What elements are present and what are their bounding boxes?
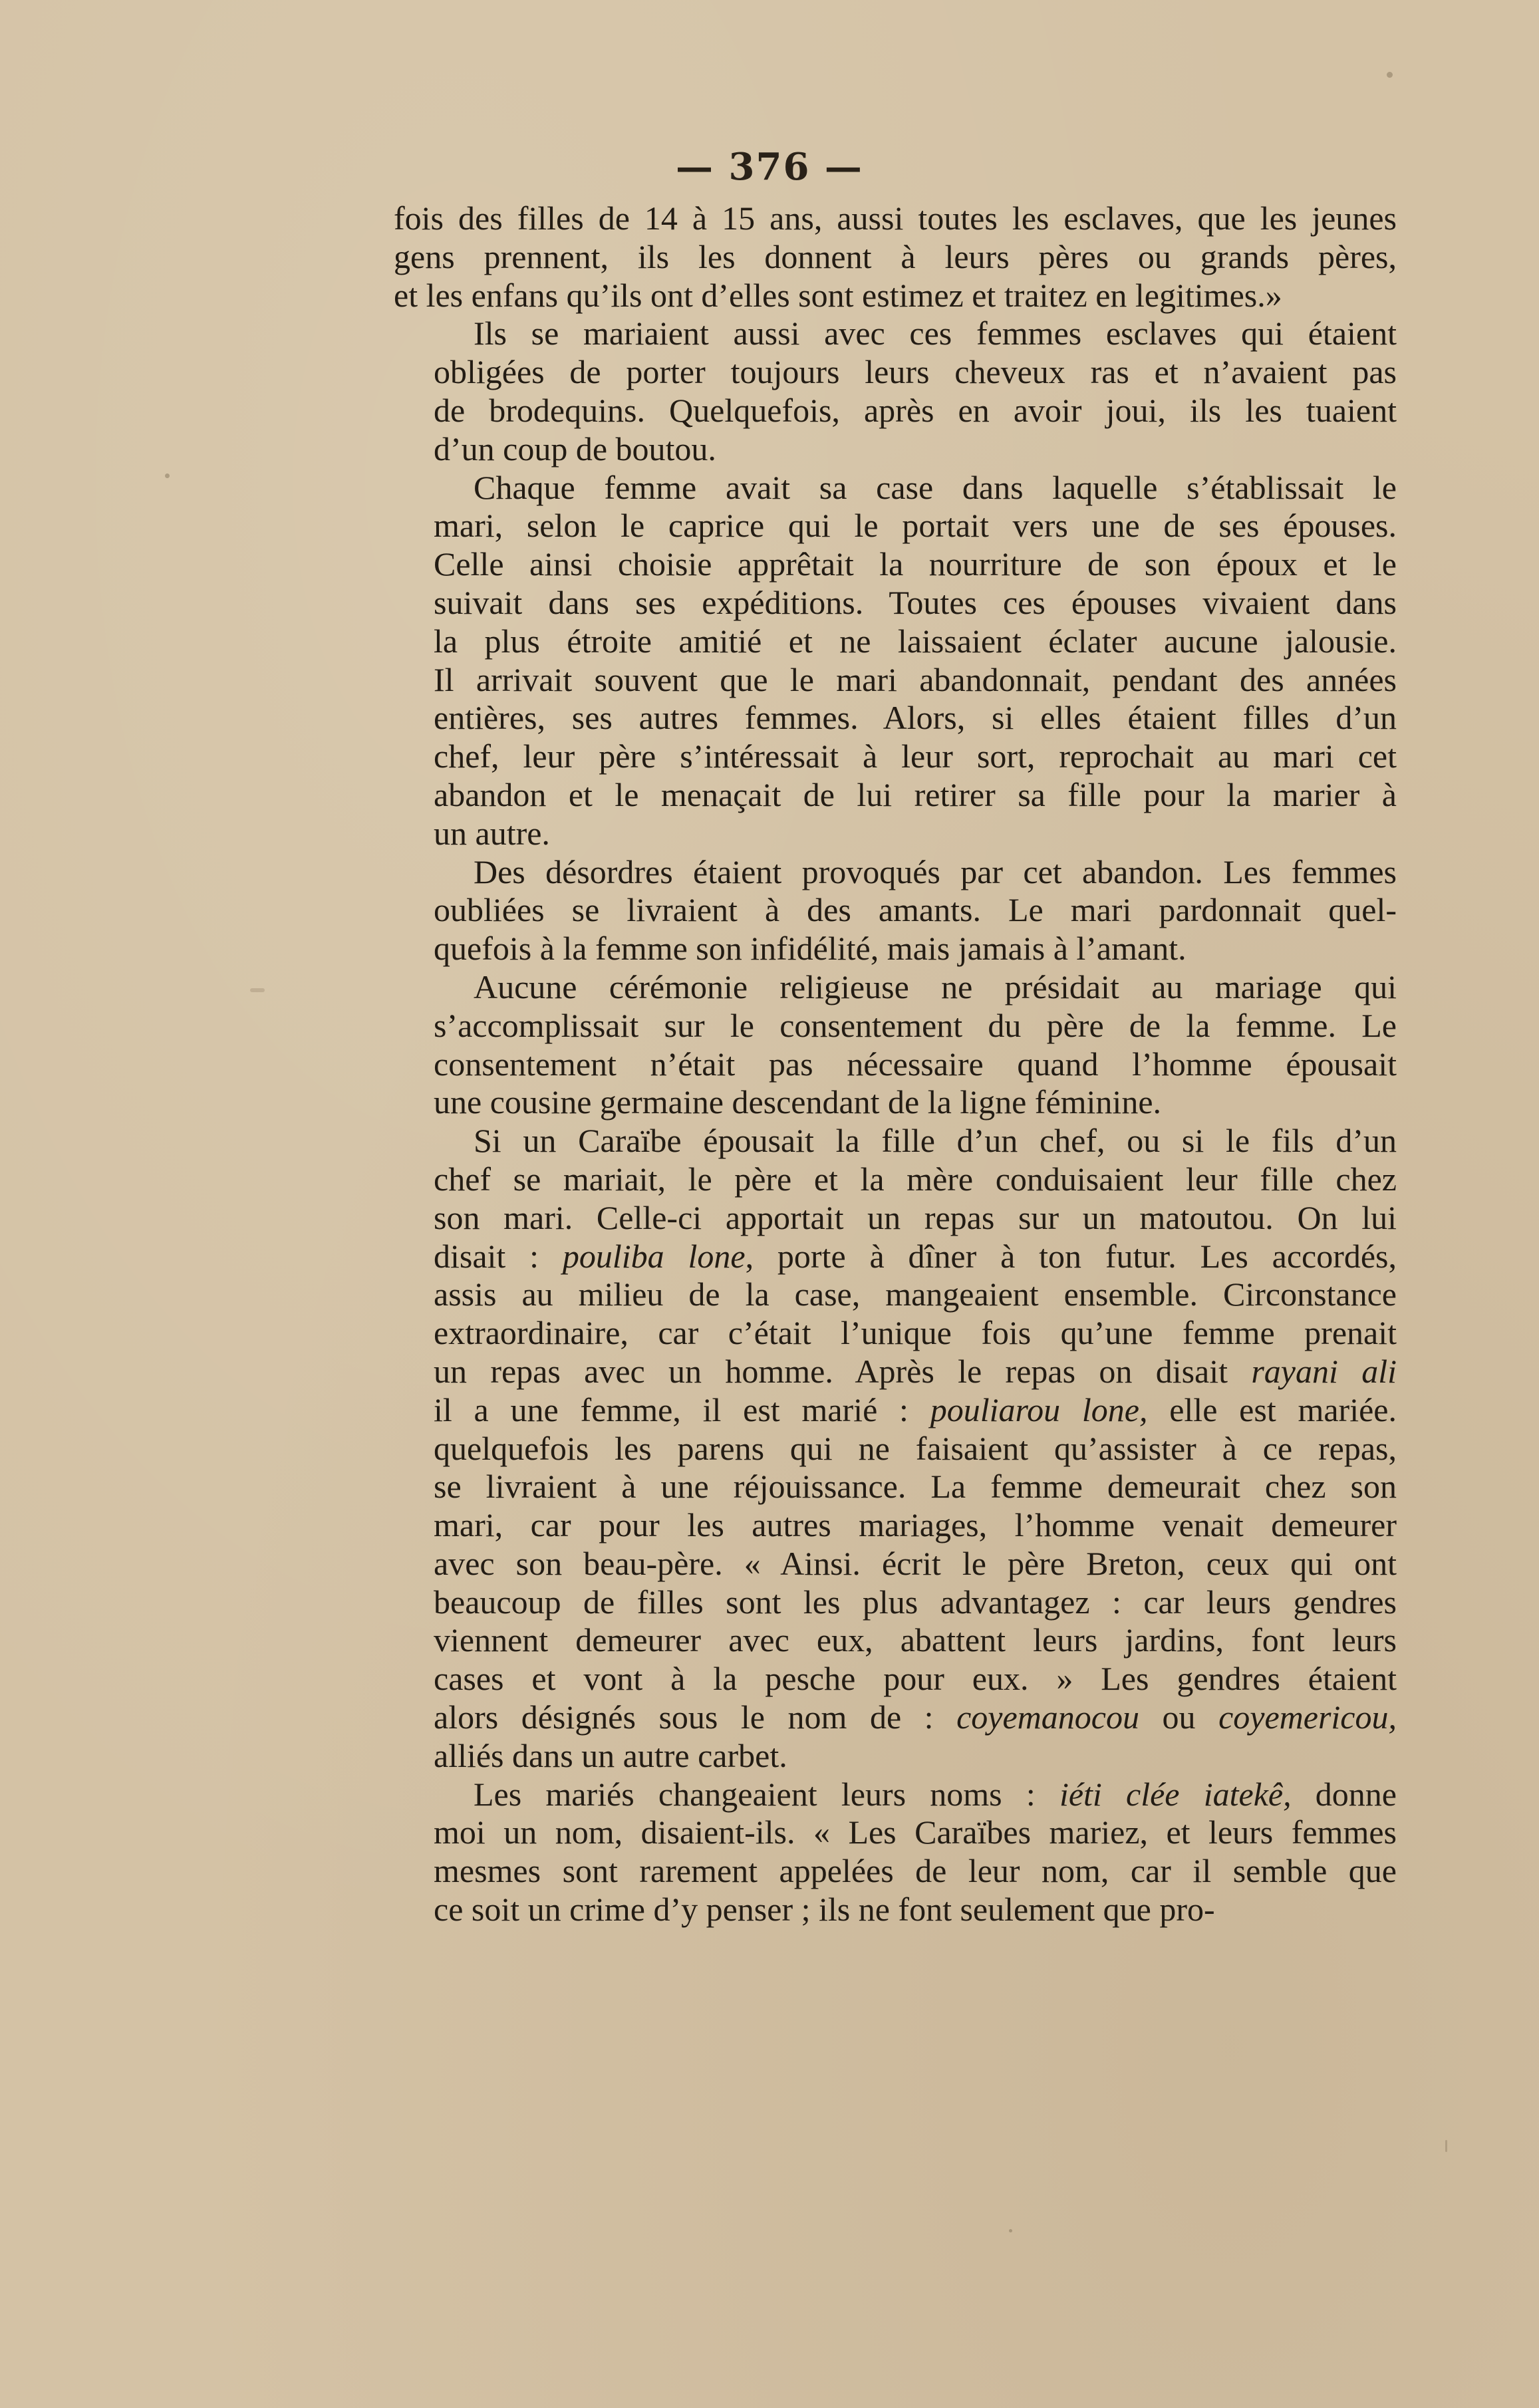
text-line: d’un coup de boutou.	[434, 430, 716, 468]
text-line: oubliées se livraient à des amants. Le mari pardonnait quel-	[434, 891, 1397, 929]
text-line: son mari. Celle-ci apportait un repas sur un matoutou. On lui	[434, 1198, 1397, 1236]
paper-speck	[1445, 2140, 1447, 2152]
text-line: abandon et le menaçait de lui retirer sa fille pour la marier à	[434, 775, 1397, 813]
text-line: Aucune cérémonie religieuse ne présidait au mariage qui	[474, 968, 1397, 1005]
text-line: Ils se mariaient aussi avec ces femmes esclaves qui étaient	[474, 315, 1397, 352]
text-line: Des désordres étaient provoqués par cet abandon. Les femmes	[474, 853, 1397, 890]
text-line: la plus étroite amitié et ne laissaient éclater aucune jalousie.	[434, 622, 1397, 660]
text-line: extraordinaire, car c’était l’unique fois qu’une femme prenait	[434, 1314, 1397, 1352]
text-line: entières, ses autres femmes. Alors, si elles étaient filles d’un	[434, 699, 1397, 737]
text-line: alliés dans un autre carbet.	[434, 1736, 787, 1774]
text-line: assis au milieu de la case, mangeaient ensemble. Circonstance	[434, 1275, 1397, 1313]
paper-speck	[1009, 2229, 1012, 2232]
text-line: viennent demeurer avec eux, abattent leurs jardins, font leurs	[434, 1621, 1397, 1659]
text-line: quefois à la femme son infidélité, mais jamais à l’amant.	[434, 930, 1187, 968]
text-line: un autre.	[434, 814, 550, 852]
text-line: avec son beau-père. « Ainsi. écrit le père Breton, ceux qui ont	[434, 1544, 1397, 1582]
paragraph	[394, 315, 1397, 468]
page-number: — 376 —	[676, 145, 863, 189]
text-line: suivait dans ses expéditions. Toutes ces épouses vivaient dans	[434, 583, 1397, 621]
text-line: gens prennent, ils les donnent à leurs pères ou grands pères,	[394, 237, 1397, 275]
text-line: mesmes sont rarement appelées de leur nom, car il semble que	[434, 1852, 1397, 1890]
text-line: ce soit un crime d’y penser ; ils ne font seulement que pro-	[434, 1891, 1215, 1929]
text-line: disait : pouliba lone, porte à dîner à ton futur. Les accordés,	[434, 1237, 1397, 1275]
text-line: mari, selon le caprice qui le portait vers une de ses épouses.	[434, 507, 1397, 545]
text-line: consentement n’était pas nécessaire quand l’homme épousait	[434, 1045, 1397, 1083]
text-line: de brodequins. Quelquefois, après en avoir joui, ils les tuaient	[434, 391, 1397, 429]
paragraph	[394, 1122, 1397, 1776]
paragraph	[394, 469, 1397, 853]
paragraph	[394, 853, 1397, 968]
text-line: un repas avec un homme. Après le repas on disait rayani ali	[434, 1352, 1397, 1390]
text-line: alors désignés sous le nom de : coyemanocou ou coyemericou,	[434, 1698, 1397, 1736]
text-line: obligées de porter toujours leurs cheveux ras et n’avaient pas	[434, 353, 1397, 391]
paragraph	[394, 200, 1397, 315]
body-text	[394, 200, 1397, 1929]
text-line: Celle ainsi choisie apprêtait la nourriture de son époux et le	[434, 545, 1397, 583]
text-line: chef se mariait, le père et la mère conduisaient leur fille chez	[434, 1160, 1397, 1198]
text-line: beaucoup de filles sont les plus advantagez : car leurs gendres	[434, 1583, 1397, 1621]
text-line: Les mariés changeaient leurs noms : iéti clée iatekê, donne	[474, 1775, 1397, 1813]
text-line: quelquefois les parens qui ne faisaient qu’assister à ce repas,	[434, 1429, 1397, 1467]
text-line: Si un Caraïbe épousait la fille d’un chef, ou si le fils d’un	[474, 1122, 1397, 1160]
text-line: fois des filles de 14 à 15 ans, aussi toutes les esclaves, que les jeunes	[394, 200, 1397, 237]
paper-speck	[1387, 72, 1393, 78]
text-line: mari, car pour les autres mariages, l’homme venait demeurer	[434, 1506, 1397, 1544]
text-line: Il arrivait souvent que le mari abandonnait, pendant des années	[434, 660, 1397, 698]
paragraph	[394, 968, 1397, 1122]
text-line: moi un nom, disaient-ils. « Les Caraïbes mariez, et leurs femmes	[434, 1813, 1397, 1851]
paper-speck	[250, 988, 265, 992]
text-line: cases et vont à la pesche pour eux. » Les gendres étaient	[434, 1660, 1397, 1698]
text-line: une cousine germaine descendant de la ligne féminine.	[434, 1083, 1162, 1121]
paragraph	[394, 1776, 1397, 1929]
text-line: il a une femme, il est marié : pouliarou lone, elle est mariée.	[434, 1391, 1397, 1428]
text-line: s’accomplissait sur le consentement du père de la femme. Le	[434, 1006, 1397, 1044]
paper-speck	[165, 473, 170, 478]
text-line: Chaque femme avait sa case dans laquelle s’établissait le	[474, 468, 1397, 506]
text-line: et les enfans qu’ils ont d’elles sont estimez et traitez en legitimes.»	[394, 276, 1282, 314]
text-line: se livraient à une réjouissance. La femme demeurait chez son	[434, 1468, 1397, 1506]
text-line: chef, leur père s’intéressait à leur sort, reprochait au mari cet	[434, 737, 1397, 775]
